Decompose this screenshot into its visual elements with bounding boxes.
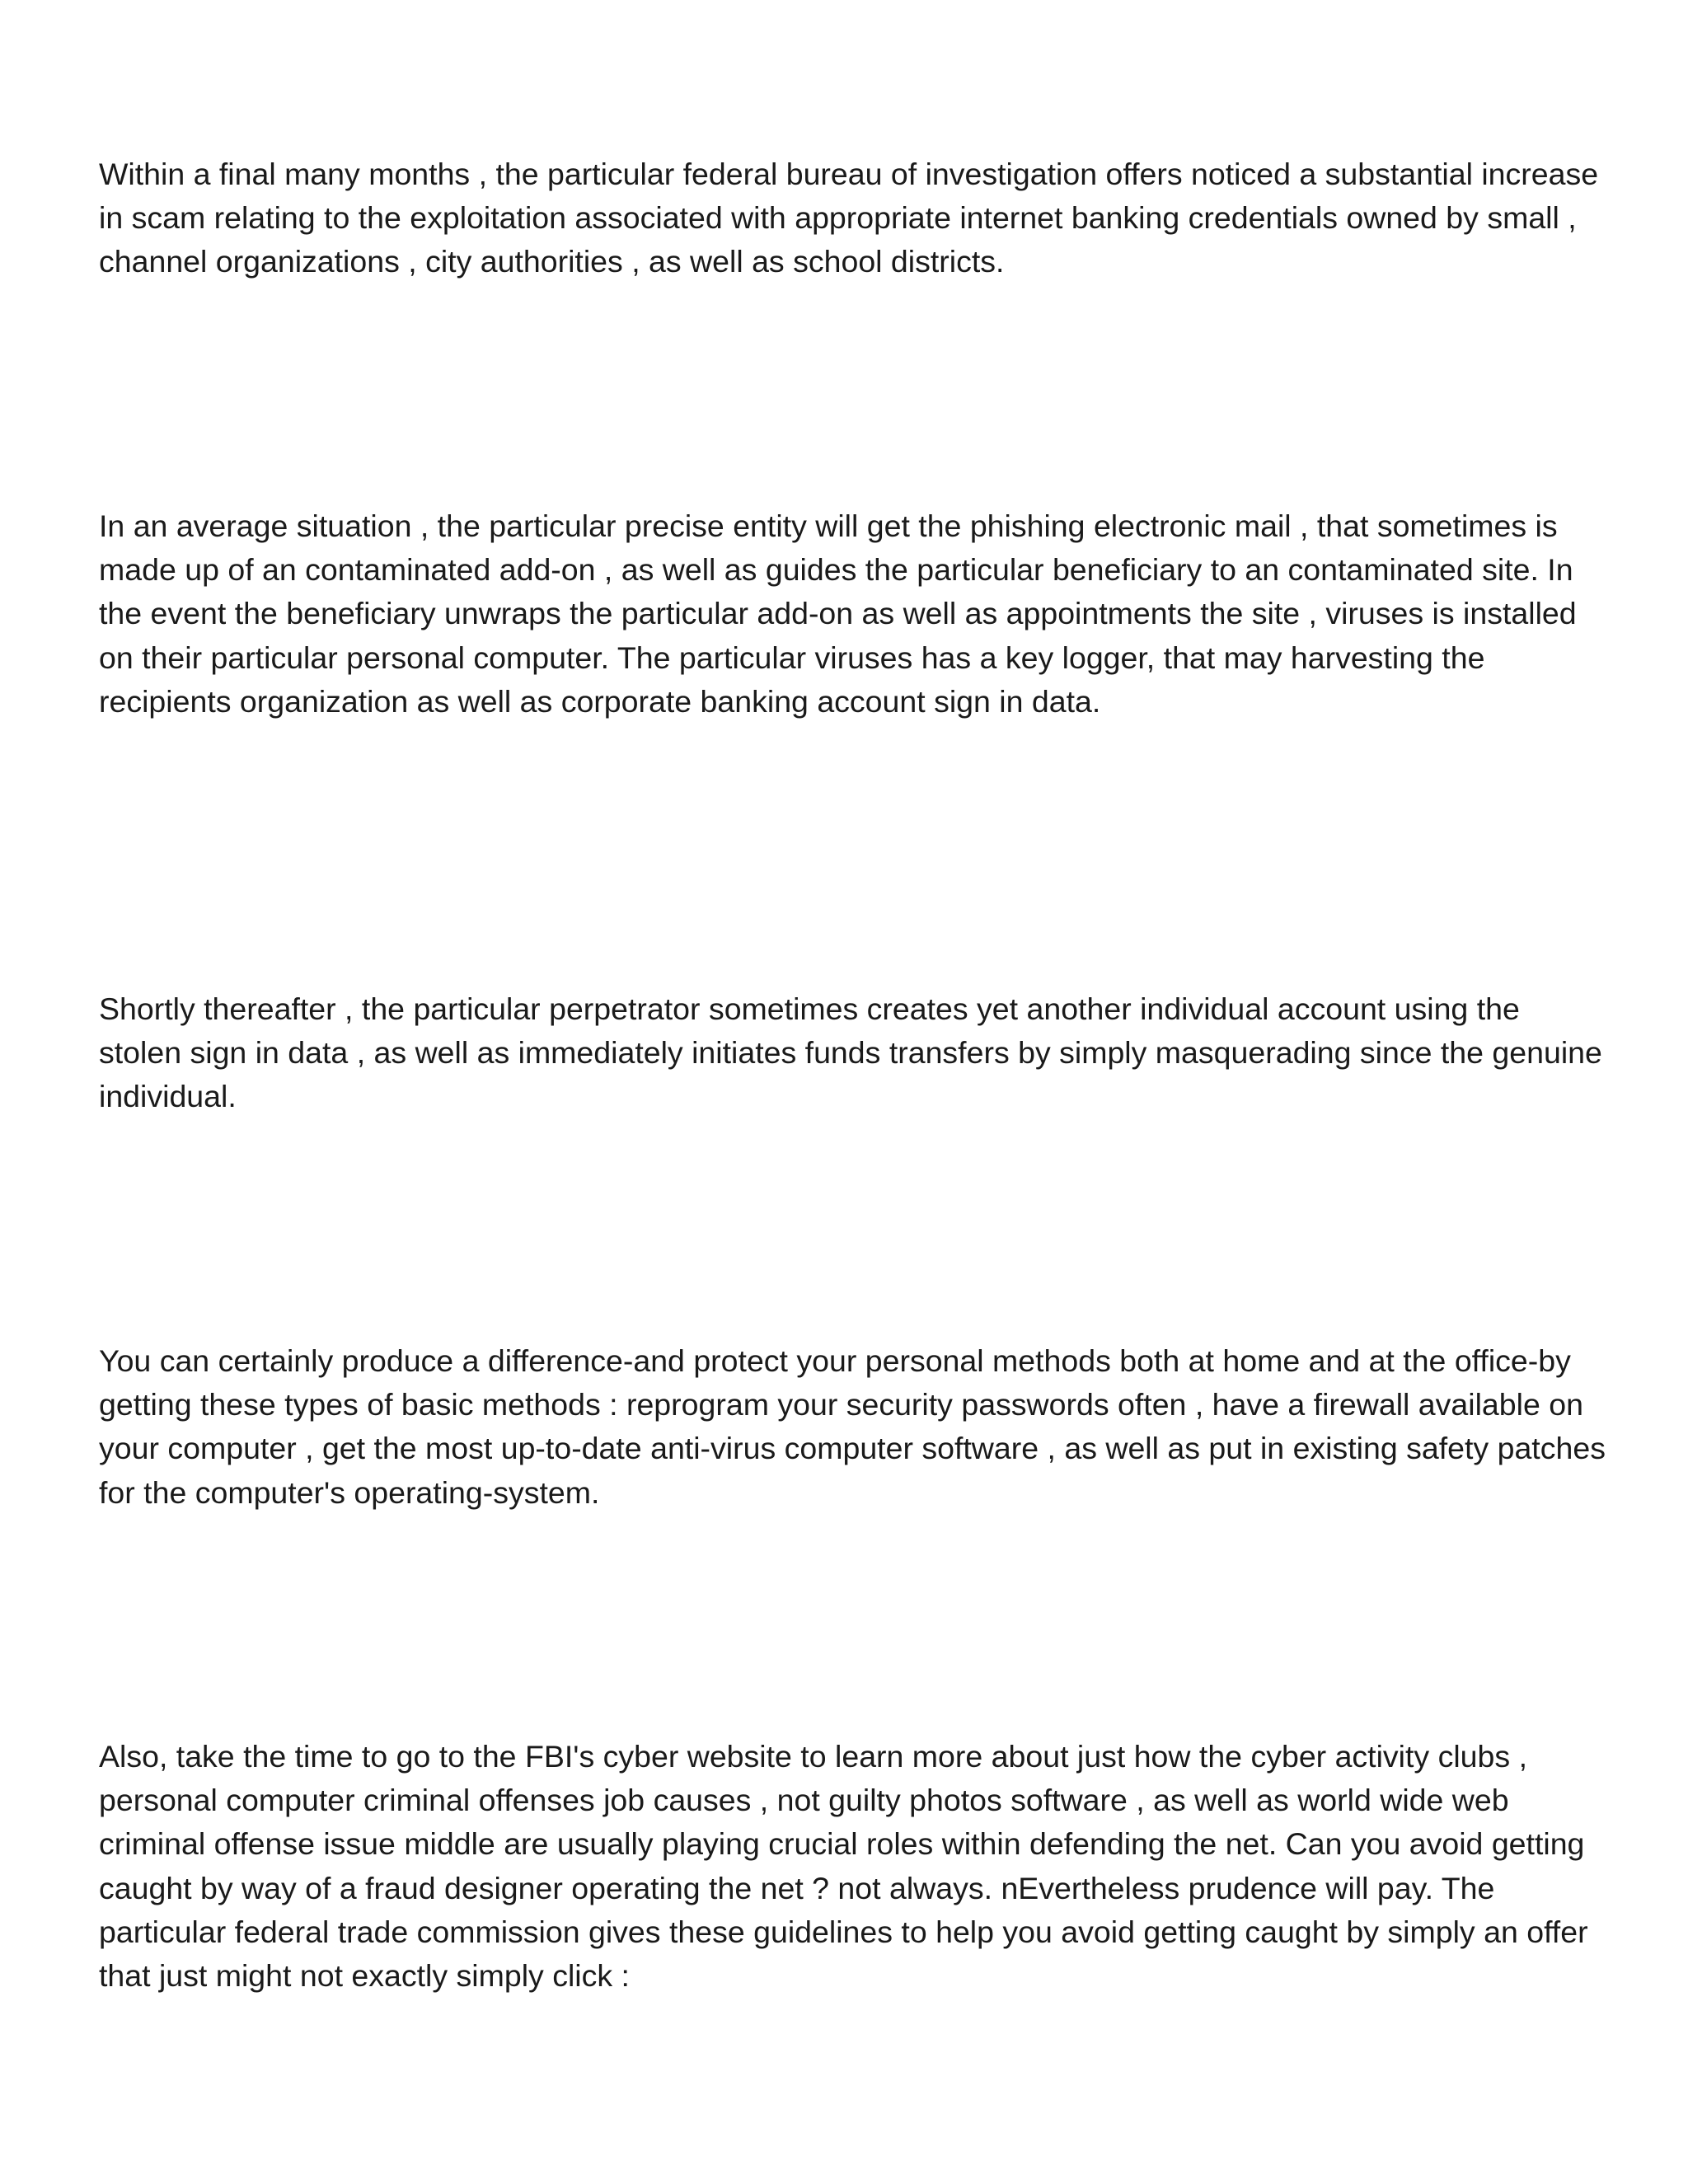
- paragraph-1: Within a final many months , the particular federal bureau of investigation offers noticed a substantial increase in scam relating to the exploitation associated with appropriate internet banking credentials owned by small , channel organizations , city authorities , as well as school districts.: [99, 157, 1599, 279]
- paragraph-4: You can certainly produce a difference-and protect your personal methods both at home and at the office-by getting these types of basic methods : reprogram your security passwords often , have a firewall available on your computer , get the most up-to-date anti-virus computer software , as well as put in existing safety patches for the computer's operating-system.: [99, 1343, 1606, 1510]
- paragraph-2: In an average situation , the particular precise entity will get the phishing electronic mail , that sometimes is made up of an contaminated add-on , as well as guides the particular beneficiary to an contaminated site. In the event the beneficiary unwraps the particular add-on as well as appointments the site , viruses is installed on their particular personal computer. The particular viruses has a key logger, that may harvesting the recipients organization as well as corporate banking account sign in data.: [99, 509, 1577, 719]
- paragraph-3: Shortly thereafter , the particular perpetrator sometimes creates yet another individual account using the stolen sign in data , as well as immediately initiates funds transfers by simply masquerading since the genuine individual.: [99, 991, 1602, 1114]
- paragraph-5: Also, take the time to go to the FBI's cyber website to learn more about just how the cyber activity clubs , personal computer criminal offenses job causes , not guilty photos software , as well as world wide web criminal offense issue middle are usually playing crucial roles within defending the net. Can you avoid getting caught by way of a fraud designer operating the net ? not always. nEvertheless prudence will pay. The particular federal trade commission gives these guidelines to help you avoid getting caught by simply an offer that just might not exactly simply click :: [99, 1739, 1588, 1994]
